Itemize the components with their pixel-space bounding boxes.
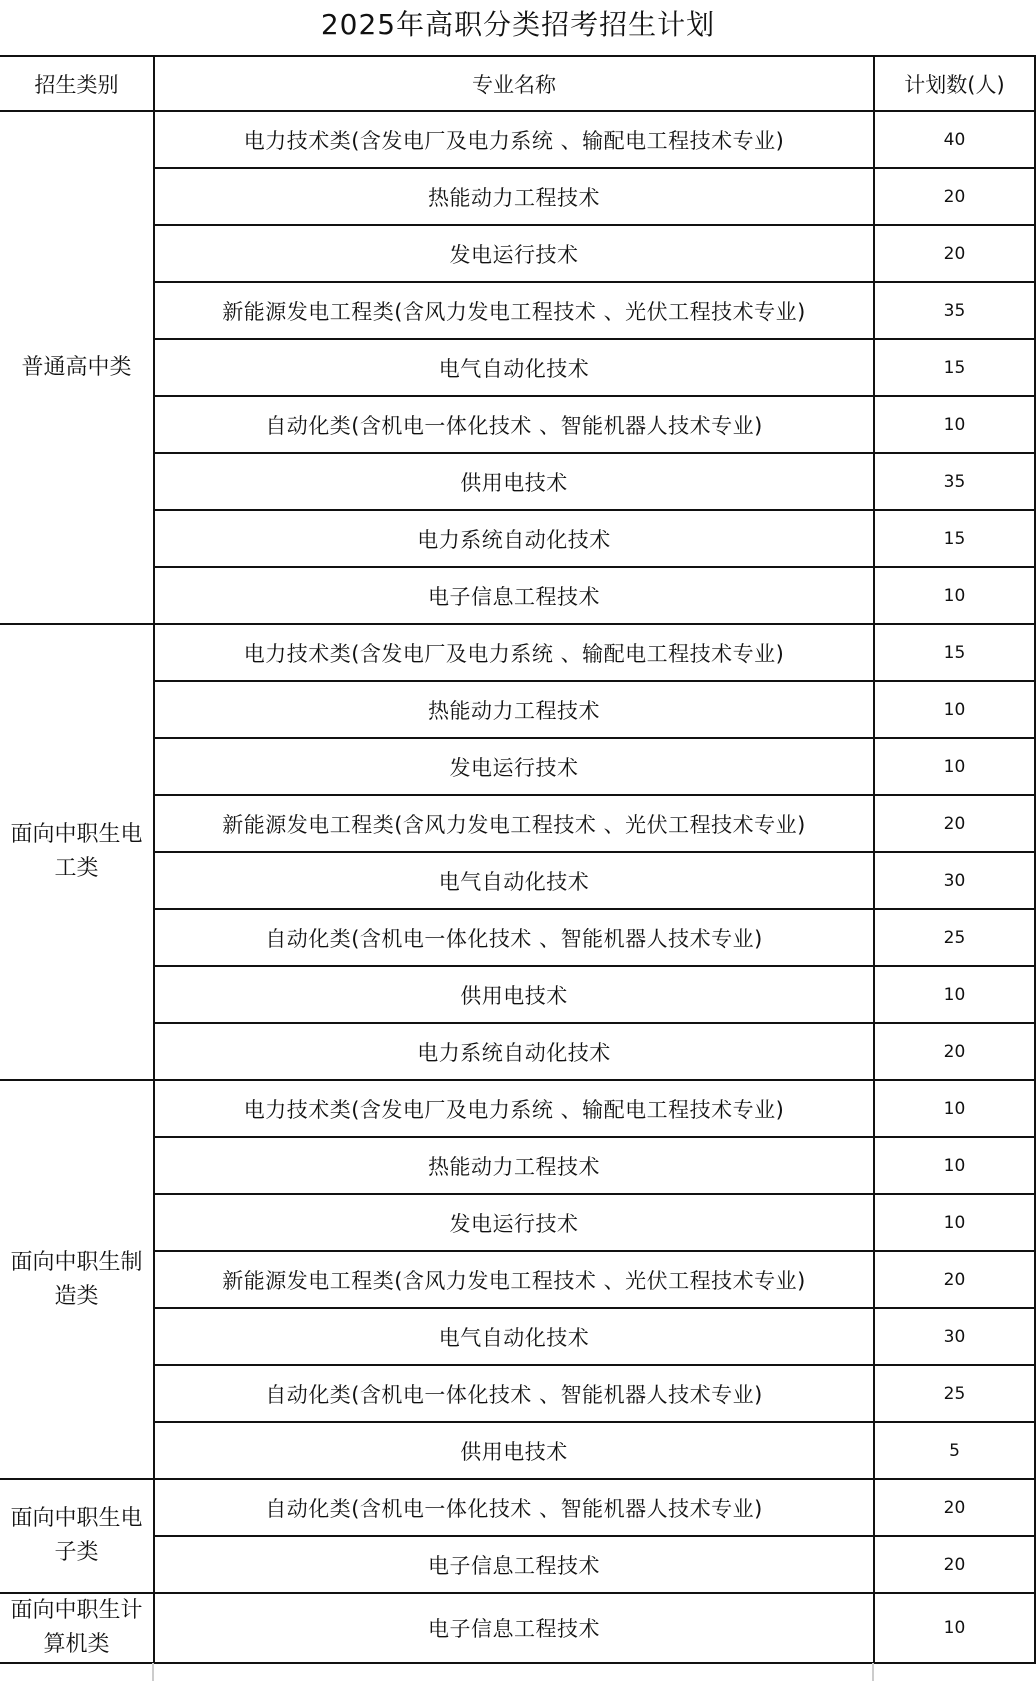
plan-count-cell: 15 (874, 339, 1035, 396)
header-category: 招生类别 (0, 56, 154, 111)
table-row (0, 738, 1035, 795)
table-row (0, 1593, 1035, 1663)
major-name-cell: 电气自动化技术 (154, 852, 874, 909)
plan-count-cell: 20 (874, 225, 1035, 282)
table-header-row (0, 56, 1035, 111)
plan-count-cell: 30 (874, 852, 1035, 909)
table-row (0, 1308, 1035, 1365)
page-title: 2025年高职分类招考招生计划 (320, 8, 716, 41)
plan-count-cell: 35 (874, 282, 1035, 339)
table-row (0, 624, 1035, 681)
plan-count-cell: 10 (874, 681, 1035, 738)
category-cell: 面向中职生电子类 (0, 1479, 154, 1593)
plan-count-cell: 20 (874, 1479, 1035, 1536)
major-name-cell: 电力技术类(含发电厂及电力系统 、输配电工程技术专业) (154, 111, 874, 168)
plan-count-cell: 10 (874, 738, 1035, 795)
table-body (0, 111, 1035, 1663)
table-row (0, 1251, 1035, 1308)
plan-count-cell: 5 (874, 1422, 1035, 1479)
table-row (0, 852, 1035, 909)
major-name-cell: 发电运行技术 (154, 738, 874, 795)
plan-count-cell: 20 (874, 1023, 1035, 1080)
table-row (0, 111, 1035, 168)
table-row (0, 567, 1035, 624)
plan-count-cell: 20 (874, 1536, 1035, 1593)
major-name-cell: 自动化类(含机电一体化技术 、智能机器人技术专业) (154, 909, 874, 966)
category-cell: 面向中职生电工类 (0, 624, 154, 1080)
plan-count-cell: 10 (874, 1194, 1035, 1251)
major-name-cell: 电子信息工程技术 (154, 1593, 874, 1663)
table-row (0, 282, 1035, 339)
header-major: 专业名称 (154, 56, 874, 111)
table-row (0, 909, 1035, 966)
major-name-cell: 新能源发电工程类(含风力发电工程技术 、光伏工程技术专业) (154, 1251, 874, 1308)
plan-count-cell: 35 (874, 453, 1035, 510)
table-row (0, 1080, 1035, 1137)
plan-count-cell: 20 (874, 795, 1035, 852)
plan-count-cell: 15 (874, 510, 1035, 567)
table-row (0, 510, 1035, 567)
plan-count-cell: 10 (874, 1080, 1035, 1137)
major-name-cell: 电力技术类(含发电厂及电力系统 、输配电工程技术专业) (154, 1080, 874, 1137)
category-cell: 面向中职生计算机类 (0, 1593, 154, 1663)
table-row (0, 795, 1035, 852)
table-row (0, 1422, 1035, 1479)
major-name-cell: 供用电技术 (154, 453, 874, 510)
plan-count-cell: 15 (874, 624, 1035, 681)
major-name-cell: 自动化类(含机电一体化技术 、智能机器人技术专业) (154, 1365, 874, 1422)
plan-count-cell: 10 (874, 1593, 1035, 1663)
major-name-cell: 供用电技术 (154, 966, 874, 1023)
plan-count-cell: 40 (874, 111, 1035, 168)
major-name-cell: 自动化类(含机电一体化技术 、智能机器人技术专业) (154, 1479, 874, 1536)
plan-count-cell: 25 (874, 1365, 1035, 1422)
table-row (0, 168, 1035, 225)
major-name-cell: 电子信息工程技术 (154, 1536, 874, 1593)
major-name-cell: 新能源发电工程类(含风力发电工程技术 、光伏工程技术专业) (154, 282, 874, 339)
table-row (0, 1023, 1035, 1080)
plan-count-cell: 30 (874, 1308, 1035, 1365)
table-row (0, 453, 1035, 510)
table-row (0, 396, 1035, 453)
plan-count-cell: 20 (874, 168, 1035, 225)
major-name-cell: 发电运行技术 (154, 1194, 874, 1251)
plan-count-cell: 25 (874, 909, 1035, 966)
major-name-cell: 电力系统自动化技术 (154, 510, 874, 567)
major-name-cell: 自动化类(含机电一体化技术 、智能机器人技术专业) (154, 396, 874, 453)
table-row (0, 339, 1035, 396)
table-row (0, 1536, 1035, 1593)
plan-count-cell: 10 (874, 1137, 1035, 1194)
table-row (0, 1194, 1035, 1251)
major-name-cell: 供用电技术 (154, 1422, 874, 1479)
plan-count-cell: 10 (874, 567, 1035, 624)
major-name-cell: 电力技术类(含发电厂及电力系统 、输配电工程技术专业) (154, 624, 874, 681)
major-name-cell: 电子信息工程技术 (154, 567, 874, 624)
table-divider (872, 1663, 874, 1681)
major-name-cell: 热能动力工程技术 (154, 1137, 874, 1194)
table-divider (152, 1663, 154, 1681)
table-row (0, 966, 1035, 1023)
major-name-cell: 电力系统自动化技术 (154, 1023, 874, 1080)
major-name-cell: 热能动力工程技术 (154, 681, 874, 738)
plan-count-cell: 20 (874, 1251, 1035, 1308)
plan-count-cell: 10 (874, 966, 1035, 1023)
enrollment-plan-table (0, 55, 1036, 1664)
plan-count-cell: 10 (874, 396, 1035, 453)
major-name-cell: 电气自动化技术 (154, 1308, 874, 1365)
table-row (0, 681, 1035, 738)
table-row (0, 1137, 1035, 1194)
category-cell: 面向中职生制造类 (0, 1080, 154, 1479)
table-row (0, 1479, 1035, 1536)
major-name-cell: 发电运行技术 (154, 225, 874, 282)
major-name-cell: 电气自动化技术 (154, 339, 874, 396)
category-cell: 普通高中类 (0, 111, 154, 624)
major-name-cell: 新能源发电工程类(含风力发电工程技术 、光伏工程技术专业) (154, 795, 874, 852)
table-row (0, 1365, 1035, 1422)
major-name-cell: 热能动力工程技术 (154, 168, 874, 225)
header-count: 计划数(人) (874, 56, 1035, 111)
table-row (0, 225, 1035, 282)
